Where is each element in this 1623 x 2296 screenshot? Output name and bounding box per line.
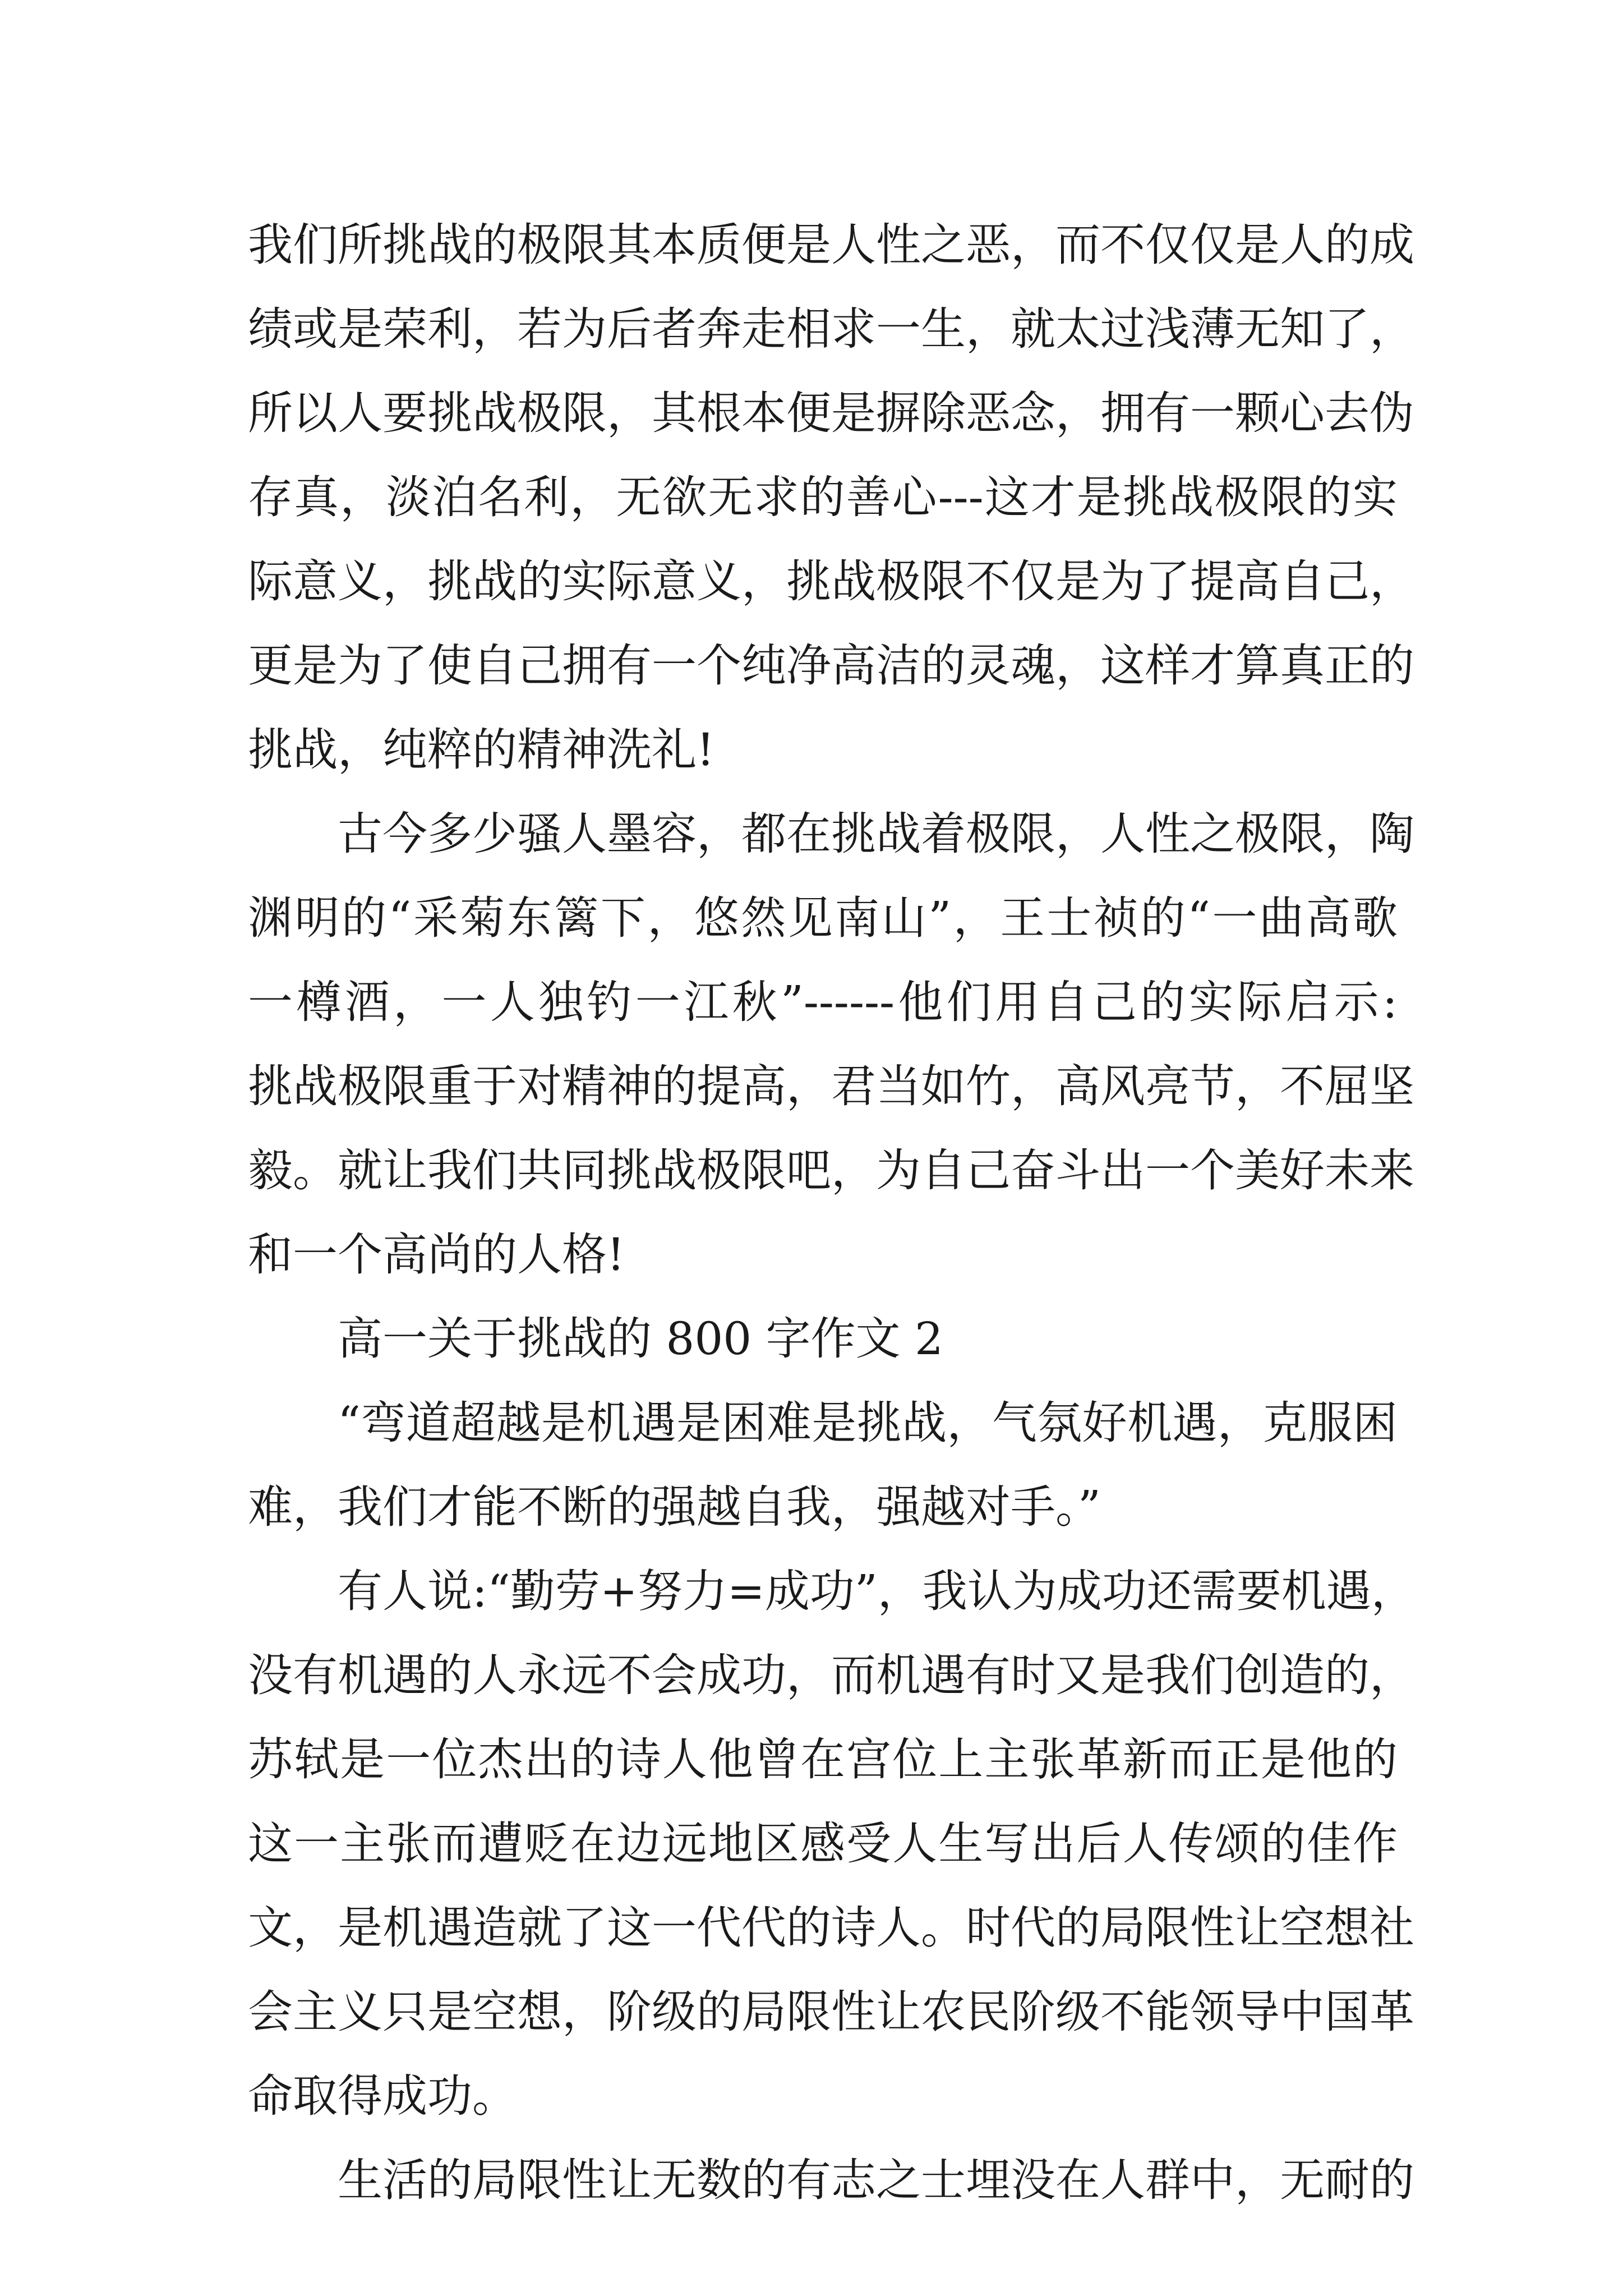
text-line: 会主义只是空想，阶级的局限性让农民阶级不能领导中国革	[248, 1986, 1414, 2038]
text-line: 更是为了使自己拥有一个纯净高洁的灵魂，这样才算真正的	[248, 639, 1414, 692]
text-line: 所以人要挑战极限，其根本便是摒除恶念，拥有一颗心去伪	[248, 387, 1414, 439]
text-line: 苏轼是一位杰出的诗人他曾在宫位上主张革新而正是他的	[248, 1733, 1398, 1786]
text-line: 一樽酒，一人独钓一江秋”------他们用自己的实际启示:	[248, 976, 1398, 1028]
text-line: 渊明的“采菊东篱下，悠然见南山”，王士祯的“一曲高歌	[248, 892, 1398, 944]
text-line: 命取得成功。	[248, 2070, 517, 2122]
text-line: 文，是机遇造就了这一代代的诗人。时代的局限性让空想社	[248, 1902, 1414, 1954]
text-line: 有人说:“勤劳+努力=成功”，我认为成功还需要机遇，	[338, 1565, 1416, 1617]
text-line: 难，我们才能不断的强越自我，强越对手。”	[248, 1481, 1101, 1533]
text-line: 高一关于挑战的 800 字作文 2	[338, 1313, 943, 1365]
text-line: 没有机遇的人永远不会成功，而机遇有时又是我们创造的，	[248, 1649, 1414, 1701]
text-line: 生活的局限性让无数的有志之士埋没在人群中，无耐的	[338, 2154, 1414, 2206]
text-line: “弯道超越是机遇是困难是挑战，气氛好机遇，克服困	[338, 1397, 1398, 1449]
text-line: 和一个高尚的人格!	[248, 1228, 625, 1281]
text-line: 挑战，纯粹的精神洗礼!	[248, 724, 715, 776]
text-line: 存真，淡泊名利，无欲无求的善心---这才是挑战极限的实	[248, 471, 1398, 523]
text-line: 挑战极限重于对精神的提高，君当如竹，高风亮节，不屈坚	[248, 1060, 1414, 1112]
text-line: 际意义，挑战的实际意义，挑战极限不仅是为了提高自己，	[248, 555, 1414, 608]
document-body	[248, 203, 1416, 2223]
text-line: 这一主张而遭贬在边远地区感受人生写出后人传颂的佳作	[248, 1818, 1398, 1870]
text-line: 古今多少骚人墨容，都在挑战着极限，人性之极限，陶	[338, 808, 1414, 860]
text-line: 毅。就让我们共同挑战极限吧，为自己奋斗出一个美好未来	[248, 1144, 1414, 1197]
text-line: 我们所挑战的极限其本质便是人性之恶，而不仅仅是人的成	[248, 219, 1414, 271]
text-line: 绩或是荣利，若为后者奔走相求一生，就太过浅薄无知了，	[248, 303, 1414, 355]
